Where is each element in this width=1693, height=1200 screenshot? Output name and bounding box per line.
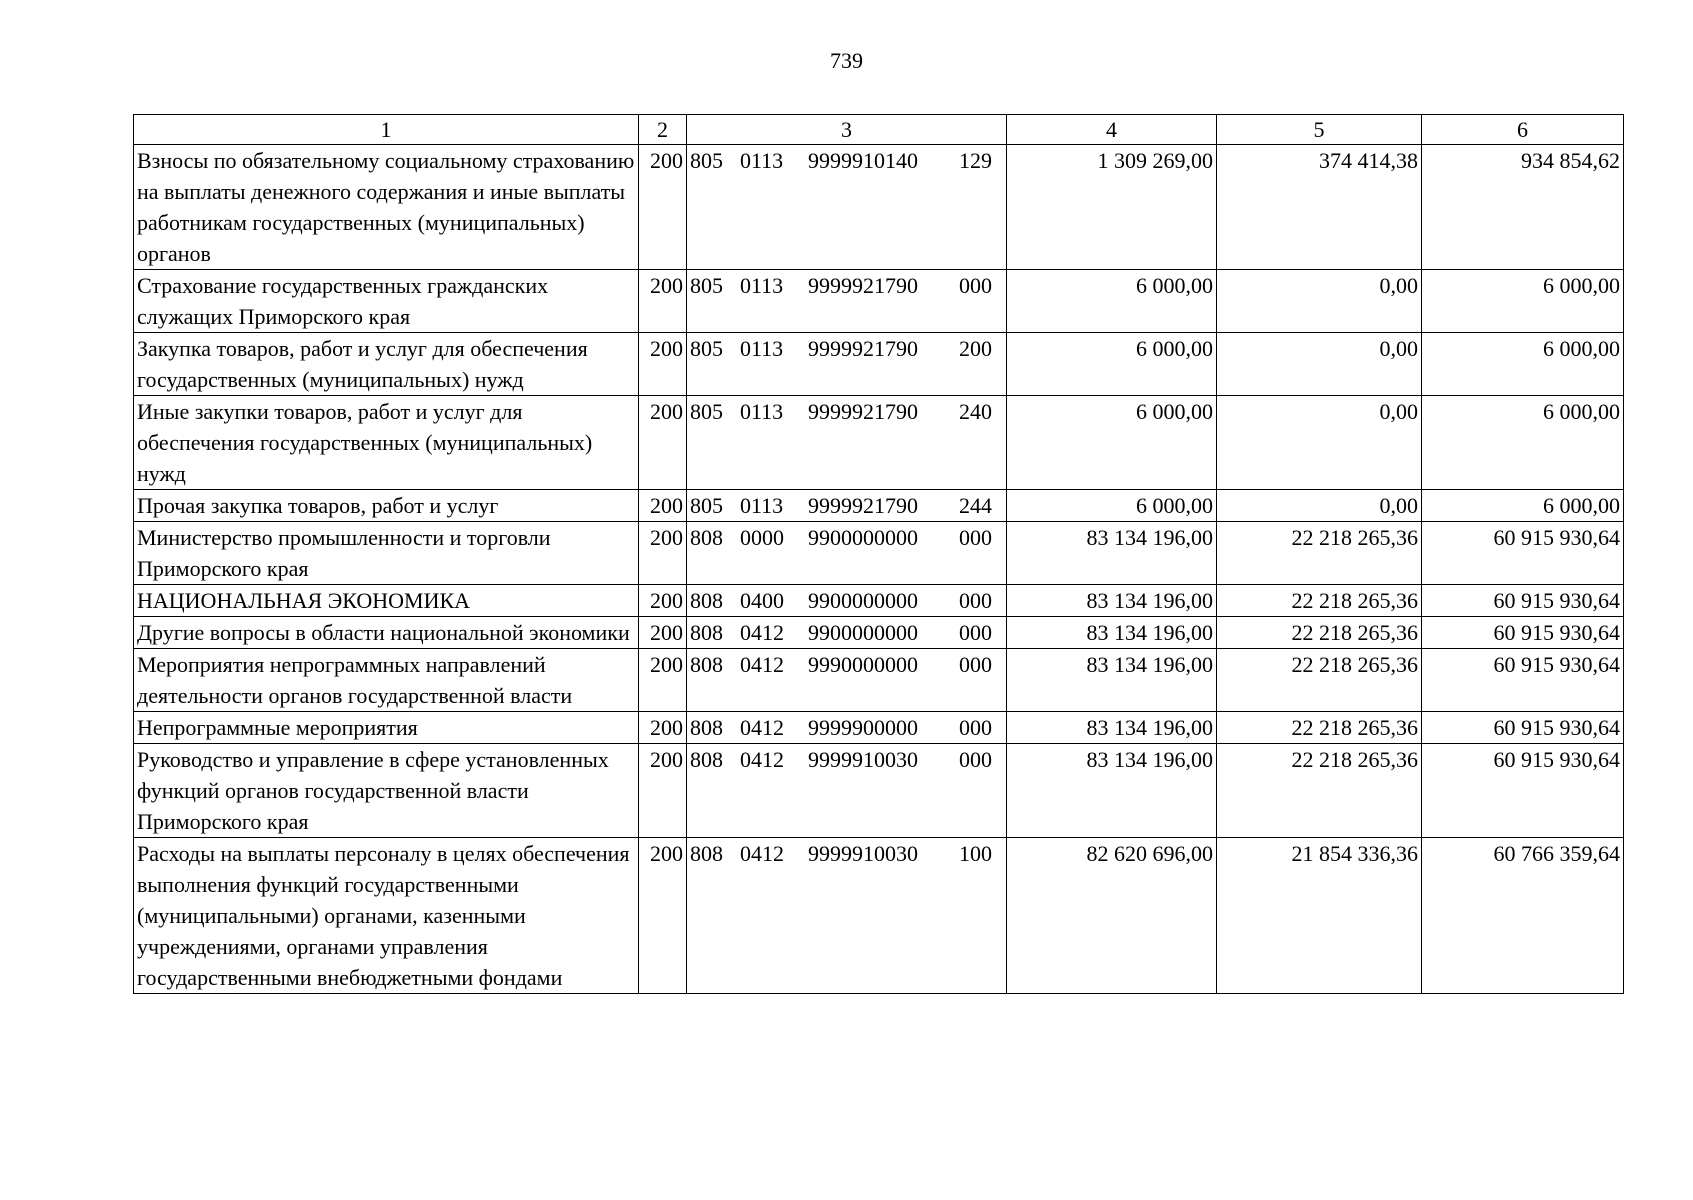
table-row — [134, 522, 1624, 585]
table-row — [134, 649, 1624, 712]
row-ved-code: 808 — [690, 620, 723, 645]
budget-table — [133, 114, 1624, 994]
row-ved-code: 805 — [690, 493, 723, 518]
row-col4: 6 000,00 — [1007, 490, 1217, 522]
row-ved-code: 808 — [690, 588, 723, 613]
row-target-code: 9999921790 — [808, 399, 918, 424]
row-col4: 83 134 196,00 — [1007, 617, 1217, 649]
row-name: Руководство и управление в сфере установленных функций органов государственной власти Приморского края — [134, 744, 639, 838]
row-col5: 22 218 265,36 — [1217, 585, 1422, 617]
row-ved-code: 808 — [690, 841, 723, 866]
row-name: Другие вопросы в области национальной экономики — [134, 617, 639, 649]
row-col2: 200 — [639, 712, 687, 744]
row-col6: 6 000,00 — [1422, 490, 1624, 522]
row-col5: 22 218 265,36 — [1217, 617, 1422, 649]
row-col4: 6 000,00 — [1007, 270, 1217, 333]
row-name: Непрограммные мероприятия — [134, 712, 639, 744]
row-col6: 60 915 930,64 — [1422, 585, 1624, 617]
row-col2: 200 — [639, 145, 687, 270]
row-col2: 200 — [639, 490, 687, 522]
row-expense-type-code: 240 — [959, 399, 992, 424]
row-ved-code: 808 — [690, 715, 723, 740]
row-expense-type-code: 200 — [959, 336, 992, 361]
row-expense-type-code: 000 — [959, 273, 992, 298]
row-col2: 200 — [639, 522, 687, 585]
row-col5: 0,00 — [1217, 396, 1422, 490]
row-col4: 82 620 696,00 — [1007, 838, 1217, 994]
row-col2: 200 — [639, 617, 687, 649]
row-codes — [687, 333, 1007, 396]
row-col4: 83 134 196,00 — [1007, 744, 1217, 838]
row-expense-type-code: 000 — [959, 747, 992, 772]
row-col2: 200 — [639, 396, 687, 490]
row-col5: 0,00 — [1217, 490, 1422, 522]
row-target-code: 9900000000 — [808, 588, 918, 613]
row-expense-type-code: 000 — [959, 525, 992, 550]
header-col-5: 5 — [1217, 115, 1422, 145]
row-codes — [687, 490, 1007, 522]
row-col2: 200 — [639, 744, 687, 838]
row-col5: 0,00 — [1217, 270, 1422, 333]
row-col5: 22 218 265,36 — [1217, 649, 1422, 712]
row-col5: 21 854 336,36 — [1217, 838, 1422, 994]
row-target-code: 9999921790 — [808, 336, 918, 361]
row-ved-code: 805 — [690, 336, 723, 361]
row-codes — [687, 712, 1007, 744]
row-col2: 200 — [639, 649, 687, 712]
row-section-code: 0412 — [740, 747, 784, 772]
row-col5: 22 218 265,36 — [1217, 744, 1422, 838]
row-col5: 22 218 265,36 — [1217, 522, 1422, 585]
table-row — [134, 333, 1624, 396]
row-name: Расходы на выплаты персоналу в целях обеспечения выполнения функций государственными (муниципальными) органами, казенными учреждениями, органами управления государственными внебюджетными фондами — [134, 838, 639, 994]
row-ved-code: 808 — [690, 747, 723, 772]
row-codes — [687, 838, 1007, 994]
row-col6: 60 766 359,64 — [1422, 838, 1624, 994]
row-target-code: 9990000000 — [808, 652, 918, 677]
row-ved-code: 805 — [690, 148, 723, 173]
row-ved-code: 805 — [690, 399, 723, 424]
row-ved-code: 808 — [690, 652, 723, 677]
row-section-code: 0412 — [740, 620, 784, 645]
row-col4: 83 134 196,00 — [1007, 649, 1217, 712]
row-name: Закупка товаров, работ и услуг для обеспечения государственных (муниципальных) нужд — [134, 333, 639, 396]
row-section-code: 0000 — [740, 525, 784, 550]
row-expense-type-code: 000 — [959, 620, 992, 645]
table-row — [134, 490, 1624, 522]
row-name: НАЦИОНАЛЬНАЯ ЭКОНОМИКА — [134, 585, 639, 617]
row-col6: 60 915 930,64 — [1422, 617, 1624, 649]
header-col-3: 3 — [687, 115, 1007, 145]
row-codes — [687, 649, 1007, 712]
table-body — [134, 145, 1624, 994]
row-codes — [687, 270, 1007, 333]
row-col6: 60 915 930,64 — [1422, 649, 1624, 712]
row-name: Страхование государственных гражданских служащих Приморского края — [134, 270, 639, 333]
table-row — [134, 585, 1624, 617]
row-target-code: 9999910030 — [808, 747, 918, 772]
row-expense-type-code: 244 — [959, 493, 992, 518]
row-col2: 200 — [639, 270, 687, 333]
row-col6: 6 000,00 — [1422, 333, 1624, 396]
row-codes — [687, 744, 1007, 838]
row-col4: 6 000,00 — [1007, 396, 1217, 490]
row-target-code: 9900000000 — [808, 525, 918, 550]
row-name: Мероприятия непрограммных направлений деятельности органов государственной власти — [134, 649, 639, 712]
row-target-code: 9999921790 — [808, 493, 918, 518]
row-section-code: 0113 — [740, 399, 784, 424]
row-section-code: 0113 — [740, 148, 784, 173]
row-target-code: 9999910140 — [808, 148, 918, 173]
row-col4: 83 134 196,00 — [1007, 522, 1217, 585]
row-codes — [687, 522, 1007, 585]
row-col4: 83 134 196,00 — [1007, 585, 1217, 617]
row-col5: 374 414,38 — [1217, 145, 1422, 270]
row-section-code: 0412 — [740, 841, 784, 866]
row-target-code: 9999900000 — [808, 715, 918, 740]
row-target-code: 9900000000 — [808, 620, 918, 645]
row-codes — [687, 145, 1007, 270]
row-codes — [687, 617, 1007, 649]
row-col6: 60 915 930,64 — [1422, 744, 1624, 838]
row-expense-type-code: 100 — [959, 841, 992, 866]
row-section-code: 0113 — [740, 273, 784, 298]
row-col6: 6 000,00 — [1422, 396, 1624, 490]
row-col6: 6 000,00 — [1422, 270, 1624, 333]
table-row — [134, 617, 1624, 649]
row-expense-type-code: 000 — [959, 588, 992, 613]
row-col5: 0,00 — [1217, 333, 1422, 396]
row-expense-type-code: 129 — [959, 148, 992, 173]
table-row — [134, 744, 1624, 838]
table-row — [134, 838, 1624, 994]
row-col2: 200 — [639, 585, 687, 617]
header-col-4: 4 — [1007, 115, 1217, 145]
row-col4: 6 000,00 — [1007, 333, 1217, 396]
table-header-row — [134, 115, 1624, 145]
table-row — [134, 145, 1624, 270]
page-number: 739 — [830, 48, 863, 73]
row-name: Прочая закупка товаров, работ и услуг — [134, 490, 639, 522]
row-col6: 60 915 930,64 — [1422, 712, 1624, 744]
row-name: Взносы по обязательному социальному страхованию на выплаты денежного содержания и иные выплаты работникам государственных (муниципальных) органов — [134, 145, 639, 270]
row-section-code: 0412 — [740, 715, 784, 740]
row-col4: 83 134 196,00 — [1007, 712, 1217, 744]
row-section-code: 0113 — [740, 493, 784, 518]
header-col-2: 2 — [639, 115, 687, 145]
table-row — [134, 712, 1624, 744]
row-codes — [687, 396, 1007, 490]
row-col6: 934 854,62 — [1422, 145, 1624, 270]
row-section-code: 0113 — [740, 336, 784, 361]
row-name: Иные закупки товаров, работ и услуг для обеспечения государственных (муниципальных) нужд — [134, 396, 639, 490]
row-ved-code: 805 — [690, 273, 723, 298]
row-expense-type-code: 000 — [959, 715, 992, 740]
row-col5: 22 218 265,36 — [1217, 712, 1422, 744]
row-target-code: 9999910030 — [808, 841, 918, 866]
header-col-6: 6 — [1422, 115, 1624, 145]
row-col2: 200 — [639, 333, 687, 396]
header-col-1: 1 — [134, 115, 639, 145]
table-row — [134, 270, 1624, 333]
row-codes — [687, 585, 1007, 617]
row-target-code: 9999921790 — [808, 273, 918, 298]
table-row — [134, 396, 1624, 490]
row-name: Министерство промышленности и торговли Приморского края — [134, 522, 639, 585]
row-col2: 200 — [639, 838, 687, 994]
row-col4: 1 309 269,00 — [1007, 145, 1217, 270]
row-ved-code: 808 — [690, 525, 723, 550]
row-section-code: 0412 — [740, 652, 784, 677]
row-expense-type-code: 000 — [959, 652, 992, 677]
row-section-code: 0400 — [740, 588, 784, 613]
row-col6: 60 915 930,64 — [1422, 522, 1624, 585]
